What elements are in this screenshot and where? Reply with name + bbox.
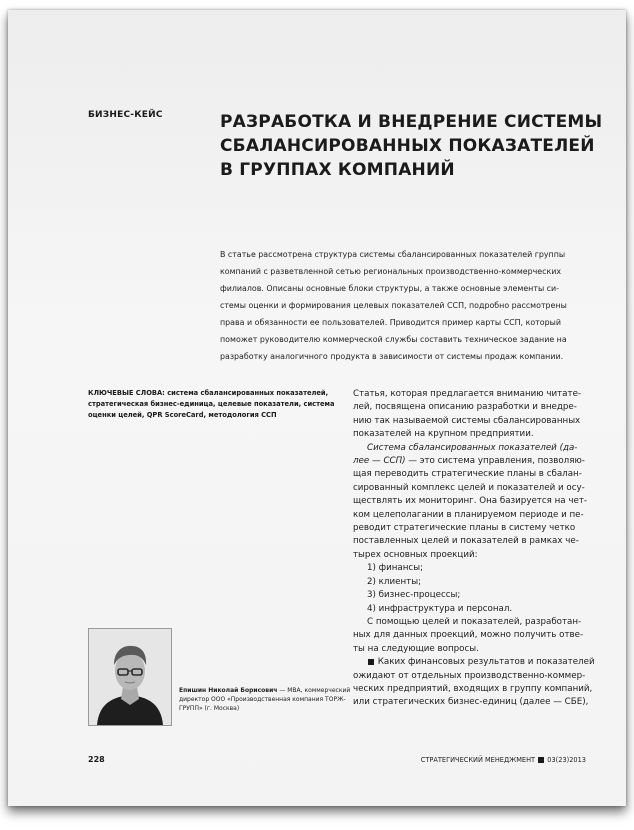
body-line: Статья, которая предлагается вниманию читате- xyxy=(353,389,582,399)
body-line: ществлять их мониторинг. Она базируется на чет- xyxy=(353,496,588,507)
body-line xyxy=(353,455,603,468)
page-number: 228 xyxy=(88,755,105,764)
body-line: ожидают от отдельных производственно-коммер- xyxy=(353,670,586,681)
journal-name: СТРАТЕГИЧЕСКИЙ МЕНЕДЖМЕНТ xyxy=(420,756,536,764)
author-photo xyxy=(88,628,172,726)
page-sheet xyxy=(8,10,626,806)
body-line: реводит стратегические планы в систему четко xyxy=(353,523,576,534)
body-line: ческих предприятий, входящих в группу компаний, xyxy=(353,683,593,694)
body-line: поставленных целей и показателей в рамках че- xyxy=(353,536,579,547)
body-text: Каких финансовых результатов и показателей xyxy=(377,657,595,668)
section-label: БИЗНЕС-КЕЙС xyxy=(88,110,163,120)
author-info xyxy=(179,686,349,713)
body-text: — это система управления, позволяю- xyxy=(405,456,585,467)
author-line: ГРУПП» (г. Москва) xyxy=(179,705,240,712)
abstract-line: компаний с разветвленной сетью региональных производственно-коммерческих xyxy=(220,267,562,276)
body-line: щая переводить стратегические планы в сбалан- xyxy=(353,469,582,480)
list-item: 1) финансы; xyxy=(367,563,423,574)
body-line: сированный комплекс целей и показателей и осу- xyxy=(353,482,585,493)
square-bullet-icon xyxy=(368,659,374,665)
abstract-line: права и обязанности ее пользователей. Приводится пример карты ССП, который xyxy=(220,318,561,327)
term-italic: лее — ССП) xyxy=(353,456,406,467)
body-line xyxy=(353,442,603,455)
term-italic: Система сбалансированных показателей (да- xyxy=(367,442,578,453)
body-line xyxy=(353,656,603,669)
running-footer xyxy=(421,756,586,764)
article-title xyxy=(220,110,603,182)
author-portrait-icon xyxy=(89,629,171,725)
keywords-line: КЛЮЧЕВЫЕ СЛОВА: система сбалансированных показателей, xyxy=(88,389,329,397)
title-line: РАЗРАБОТКА И ВНЕДРЕНИЕ СИСТЕМЫ xyxy=(220,112,603,132)
keywords-line: оценки целей, QPR ScoreCard, методология ССП xyxy=(88,411,277,419)
body-line: тырех основных проекций: xyxy=(353,549,478,560)
list-item: 4) инфраструктура и персонал. xyxy=(367,603,513,614)
title-line: СБАЛАНСИРОВАННЫХ ПОКАЗАТЕЛЕЙ xyxy=(220,136,595,156)
keywords xyxy=(88,388,335,421)
author-name: Епишин Николай Борисович xyxy=(179,687,278,694)
body-line: ных для данных проекций, можно получить отве- xyxy=(353,630,584,641)
issue-number: 03(23)2013 xyxy=(547,756,586,764)
square-separator-icon xyxy=(538,757,544,763)
body-line: лей, посвящена описанию разработки и внедре- xyxy=(353,402,577,413)
body-line: показателей на крупном предприятии. xyxy=(353,429,534,440)
abstract xyxy=(220,246,596,365)
list-item: 2) клиенты; xyxy=(367,576,421,587)
author-line xyxy=(179,686,349,695)
keywords-line: стратегическая бизнес-единица, целевые показатели, система xyxy=(88,400,335,408)
author-line: директор ООО «Производственная компания ТОРЖ- xyxy=(179,696,346,703)
abstract-line: стемы оценки и формирования целевых показателей ССП, подробно рассмотрены xyxy=(220,301,567,310)
abstract-line: поможет руководителю коммерческой службы составить техническое задание на xyxy=(220,335,567,344)
body-line: или стратегических бизнес-единиц (далее — СБЕ), xyxy=(353,697,589,708)
author-text: — MBA, коммерческий xyxy=(277,687,351,694)
title-line: В ГРУППАХ КОМПАНИЙ xyxy=(220,160,455,180)
abstract-line: В статье рассмотрена структура системы сбалансированных показателей группы xyxy=(220,250,566,259)
abstract-line: филиалов. Описаны основные блоки структуры, а также основные элементы си- xyxy=(220,284,559,293)
body-line: нию так называемой системы сбалансированных xyxy=(353,415,581,426)
body-line: ком целеполагании в планируемом периоде и пе- xyxy=(353,509,584,520)
abstract-line: разработку аналогичного продукта в зависимости от системы продаж компании. xyxy=(220,352,564,361)
article-body xyxy=(353,388,603,710)
list-item: 3) бизнес-процессы; xyxy=(367,590,461,601)
body-line: С помощью целей и показателей, разработан- xyxy=(367,616,582,627)
body-line: ты на следующие вопросы. xyxy=(353,643,479,654)
